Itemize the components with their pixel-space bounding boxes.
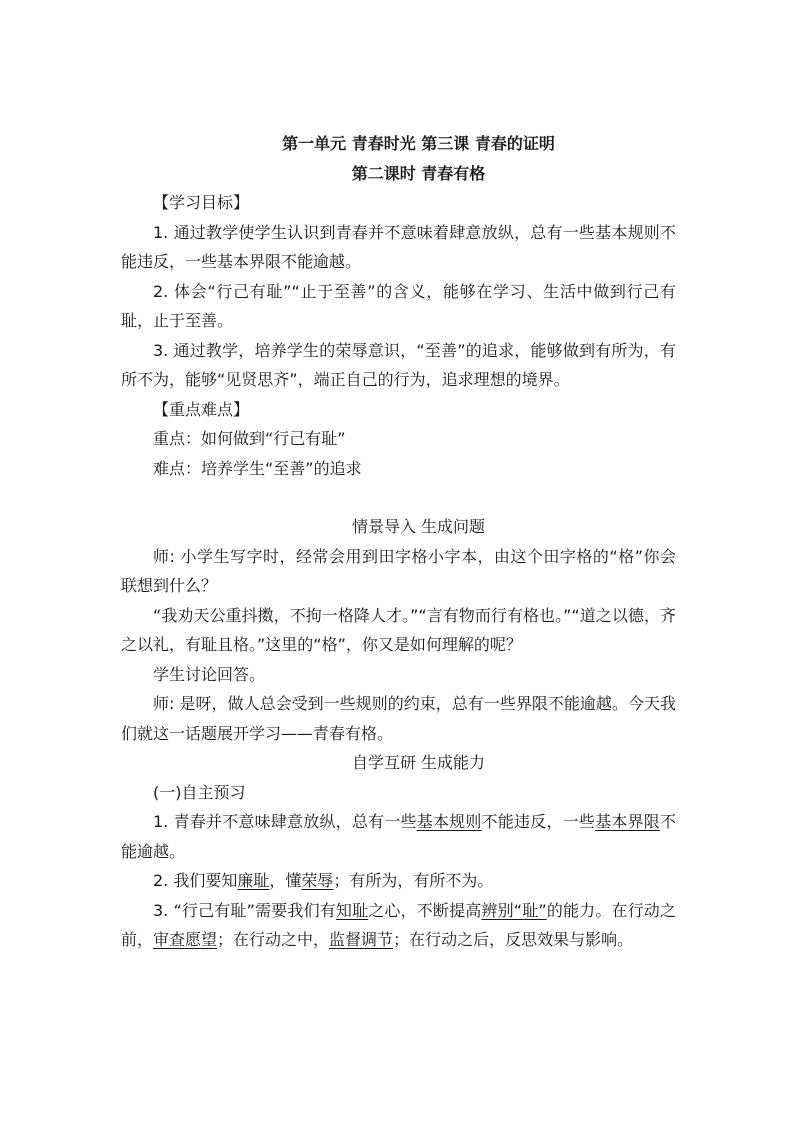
intro-paragraph-1: 师: 小学生写字时，经常会用到田字格小字本，由这个田字格的“格”你会联想到什么？ [121, 546, 676, 595]
focus-heading: 【重点难点】 [153, 399, 250, 419]
study-item-3: 3. “行己有耻”需要我们有知耻之心，不断提高辨别“耻”的能力。在行动之前，审查愿望；在行动之中，监督调节；在行动之后，反思效果与影响。 [121, 900, 676, 949]
goal-item-2: 2. 体会“行己有耻”“止于至善”的含义，能够在学习、生活中做到行己有耻，止于至善。 [121, 281, 676, 330]
focus-key-point: 重点：如何做到“行己有耻” [153, 429, 346, 448]
answer-blank: 荣辱 [301, 871, 334, 890]
page-subtitle: 第二课时 青春有格 [351, 164, 486, 183]
answer-blank: 基本规则 [416, 812, 482, 831]
study-item-1: 1. 青春并不意味肆意放纵，总有一些基本规则不能违反，一些基本界限不能逾越。 [121, 812, 676, 861]
goals-heading: 【学习目标】 [153, 193, 250, 212]
goal-item-1: 1. 通过教学使学生认识到青春并不意味着肆意放纵，总有一些基本规则不能违反，一些基本界限不能逾越。 [121, 222, 676, 271]
intro-paragraph-4: 师: 是呀，做人总会受到一些规则的约束，总有一些界限不能逾越。今天我们就这一话题展开学习——青春有格。 [121, 694, 676, 743]
document-page [121, 130, 676, 955]
spacer [121, 483, 676, 512]
page-title: 第一单元 青春时光 第三课 青春的证明 [282, 134, 555, 153]
study-heading: 自学互研 生成能力 [351, 753, 486, 772]
intro-paragraph-2: “我劝天公重抖擞，不拘一格降人才。”“言有物而行有格也。”“道之以德，齐之以礼，有耻且格。”这里的“格”，你又是如何理解的呢？ [121, 605, 676, 654]
study-subheading: (一)自主预习 [153, 782, 246, 802]
answer-blank: 基本界限 [595, 812, 660, 831]
answer-blank: 审查愿望 [153, 930, 218, 949]
intro-heading: 情景导入 生成问题 [351, 517, 486, 536]
intro-paragraph-3: 学生讨论回答。 [153, 664, 266, 684]
answer-blank: 辨别“耻” [481, 900, 547, 920]
answer-blank: 监督调节 [329, 930, 394, 949]
answer-blank: 廉耻 [237, 871, 270, 890]
goal-item-3: 3. 通过教学，培养学生的荣辱意识，“至善”的追求，能够做到有所为，有所不为，能够“见贤思齐”，端正自己的行为，追求理想的境界。 [121, 340, 676, 389]
answer-blank: 知耻 [335, 900, 369, 920]
study-item-2: 2. 我们要知廉耻，懂荣辱；有所为，有所不为。 [153, 871, 494, 890]
focus-difficult-point: 难点：培养学生“至善”的追求 [153, 458, 362, 478]
